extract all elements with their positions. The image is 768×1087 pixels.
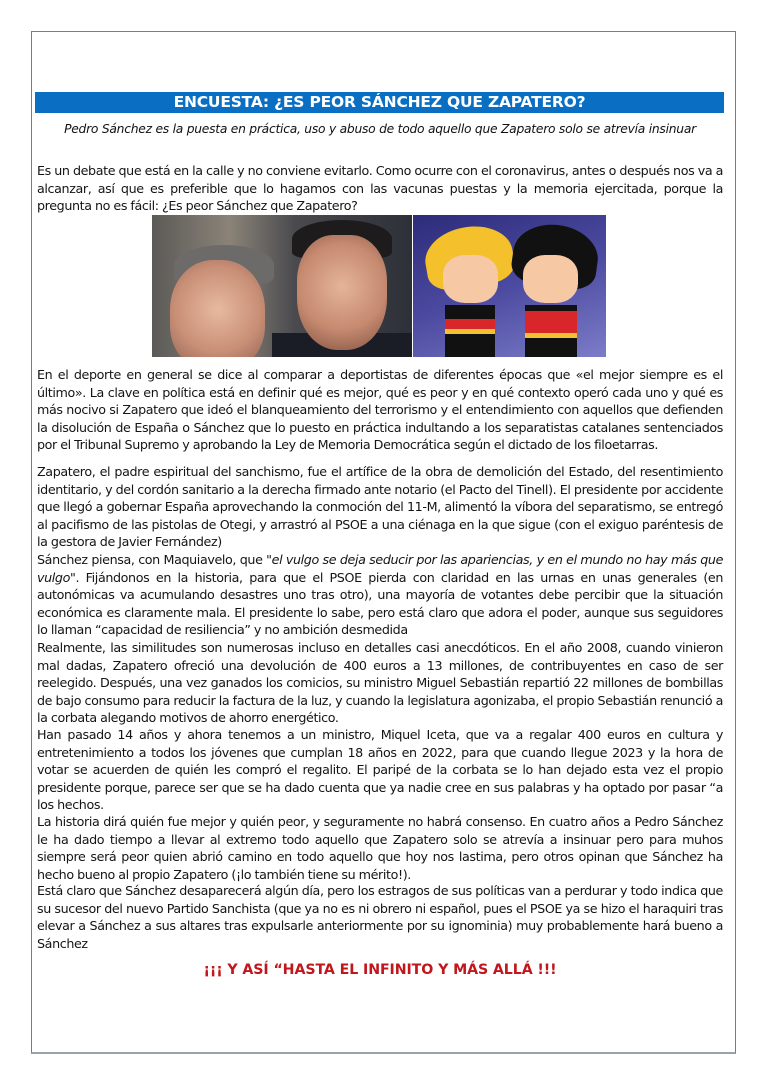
photo-zapatero-sanchez <box>152 215 412 357</box>
machiavelli-quote: el vulgo se deja seducir por las apariencias, y en el mundo no hay más que vulgo <box>37 552 723 585</box>
paragraph-text-before: Sánchez piensa, con Maquiavelo, que " <box>37 552 272 567</box>
paragraph-6 <box>37 726 723 814</box>
paragraph-3 <box>37 463 723 551</box>
paragraph-text: Realmente, las similitudes son numerosas incluso en detalles casi anecdóticos. En el año 2008, cuando vinieron mal dadas, Zapatero ofreció una devolución de 400 euros a 13 millones, de contribuyentes en caso de ser reelegido. Después, una vez ganados los comicios, su ministro Miguel Sebastián repartió 22 millones de bombillas de bajo consumo para reducir la factura de la luz, y cuando la legislatura agonizaba, el propio Sebastián renunció a la corbata alegando motivos de ahorro energético. <box>37 640 723 726</box>
paragraph-2 <box>37 366 723 454</box>
cartoon-shape <box>445 319 495 329</box>
cartoon-two-characters <box>412 215 606 357</box>
paragraph-text: Está claro que Sánchez desaparecerá algún día, pero los estragos de sus políticas van a perdurar y todo indica que su sucesor del nuevo Partido Sanchista (que ya no es ni obrero ni español, pues el PSOE ya se hizo el haraquiri tras elevar a Sánchez a sus altares tras expulsarle anteriormente por su ignominia) muy probablemente hará bueno a Sánchez <box>37 883 723 951</box>
cartoon-shape <box>523 255 578 303</box>
article-title: ENCUESTA: ¿ES PEOR SÁNCHEZ QUE ZAPATERO? <box>35 92 724 113</box>
photo-shape <box>170 260 265 357</box>
article-image <box>152 215 606 357</box>
article-subtitle: Pedro Sánchez es la puesta en práctica, uso y abuso de todo aquello que Zapatero solo se atrevía insinuar <box>64 122 696 136</box>
paragraph-5 <box>37 639 723 727</box>
paragraph-7 <box>37 813 723 883</box>
paragraph-text: Han pasado 14 años y ahora tenemos a un ministro, Miquel Iceta, que va a regalar 400 euros en cultura y entretenimiento a todos los jóvenes que cumplan 18 años en 2022, para que cuando llegue 2023 y la hora de votar se acuerden de quién les compró el regalito. El paripé de la corbata se lo han dejado esta vez el propio presidente porque, parece ser que se ha dado cuenta que ya nadie cree en sus palabras y ha optado por pasar “a los hechos. <box>37 727 723 813</box>
cartoon-shape <box>443 255 498 303</box>
photo-shape <box>297 235 387 350</box>
cartoon-shape <box>525 311 577 333</box>
paragraph-8 <box>37 882 723 952</box>
paragraph-1 <box>37 162 723 215</box>
cartoon-shape <box>525 333 577 338</box>
paragraph-text: La historia dirá quién fue mejor y quién peor, y seguramente no habrá consenso. En cuatro años a Pedro Sánchez le ha dado tiempo a llevar al extremo todo aquello que Zapatero solo se atrevía a insinuar pero para muhos siempre será peor quien abrió camino en todo aquello que hoy nos lastima, pero otros opinan que Sánchez ha hecho bueno al propio Zapatero (¡lo también tiene su mérito!). <box>37 814 723 882</box>
paragraph-4 <box>37 551 723 639</box>
paragraph-text <box>37 551 723 639</box>
paragraph-text: Es un debate que está en la calle y no conviene evitarlo. Como ocurre con el coronavirus, antes o después nos va a alcanzar, así que es preferible que lo hagamos con las vacunas puestas y la memoria ejercitada, porque la pregunta no es fácil: ¿Es peor Sánchez que Zapatero? <box>37 163 723 214</box>
closing-line: ¡¡¡ Y ASÍ “HASTA EL INFINITO Y MÁS ALLÁ !!! <box>203 962 557 978</box>
paragraph-text: En el deporte en general se dice al comparar a deportistas de diferentes épocas que «el mejor siempre es el último». La clave en política está en definir qué es mejor, qué es peor y en qué contexto operó cada uno y qué es más nocivo si Zapatero que ideó el blanqueamiento del terrorismo y el entendimiento con aquellos que defienden la disolución de España o Sánchez que lo puesto en práctica indultando a los separatistas catalanes sentenciados por el Tribunal Supremo y aprobando la Ley de Memoria Democrática según el dictado de los filoetarras. <box>37 367 723 453</box>
cartoon-shape <box>445 329 495 334</box>
paragraph-text: Zapatero, el padre espiritual del sanchismo, fue el artífice de la obra de demolición del Estado, del resentimiento identitario, y del cordón sanitario a la derecha firmado ante notario (el Pacto del Tinell). El presidente por accidente que llegó a gobernar España aprovechando la conmoción del 11-M, alimentó la víbora del separatismo, se entregó al pacifismo de las pistolas de Otegi, y arrastró al PSOE a una ciénaga en la que sigue (con el exiguo paréntesis de la gestora de Javier Fernández) <box>37 464 723 550</box>
paragraph-text-after: ". Fijándonos en la historia, para que el PSOE pierda con claridad en las urnas en unas generales (en autonómicas va acumulando desastres uno tras otro), una mayoría de votantes debe percibir que la situación económica es claramente mala. El presidente lo sabe, pero está claro que adora el poder, aunque sus seguidores lo llaman “capacidad de resiliencia” y no ambición desmedida <box>37 569 723 638</box>
